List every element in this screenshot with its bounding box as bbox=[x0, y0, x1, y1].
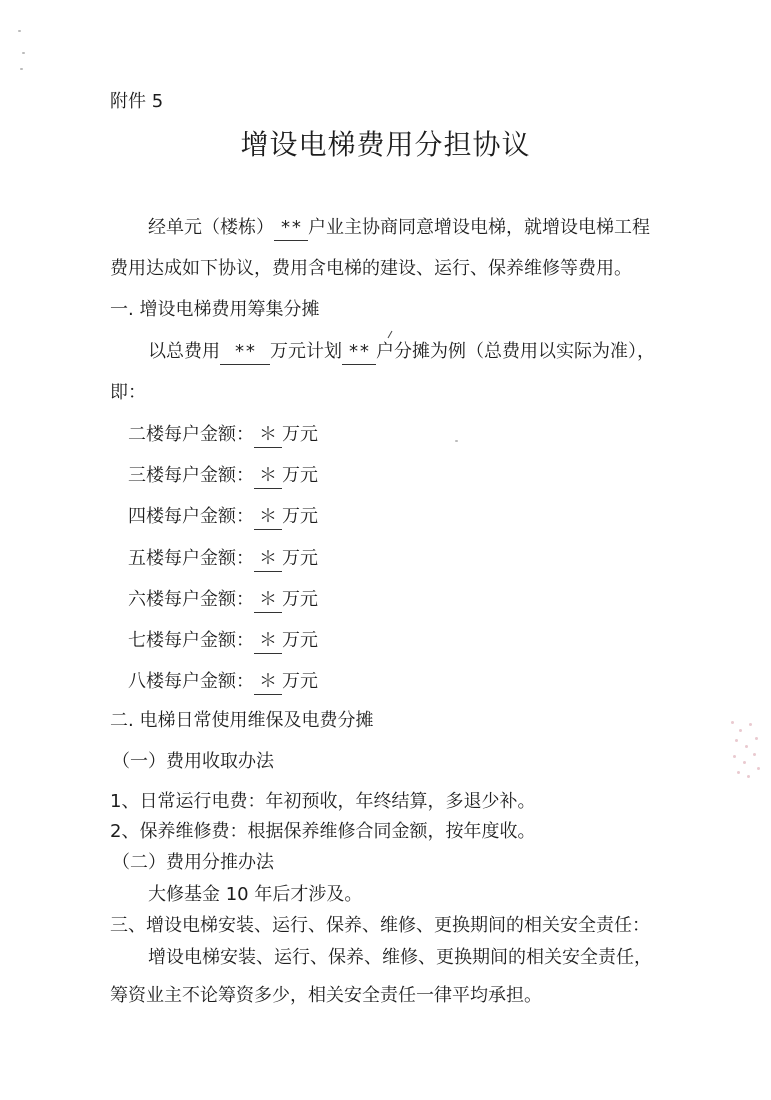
floor-amount-row bbox=[128, 588, 318, 613]
floor-label: 二楼每户金额： bbox=[128, 424, 254, 445]
maintenance-fund-text: 大修基金 10 年后才涉及。 bbox=[148, 884, 363, 905]
total-cost-blank: ** bbox=[220, 340, 270, 365]
attachment-label: 附件 5 bbox=[110, 91, 164, 112]
pen-mark bbox=[388, 331, 393, 338]
floor-label: 六楼每户金额： bbox=[128, 589, 254, 610]
section1-heading: 一. 增设电梯费用筹集分摊 bbox=[110, 299, 320, 320]
floor-amount-row bbox=[128, 464, 318, 489]
intro-text-end: 户业主协商同意增设电梯，就增设电梯工程 bbox=[308, 217, 650, 238]
section2-sub2: （二）费用分推办法 bbox=[112, 852, 274, 873]
section2-sub1: （一）费用收取办法 bbox=[112, 751, 274, 772]
floor-amount-blank: ＊ bbox=[254, 670, 282, 695]
floor-unit: 万元 bbox=[282, 589, 318, 610]
floor-label: 三楼每户金额： bbox=[128, 465, 254, 486]
floor-unit: 万元 bbox=[282, 506, 318, 527]
section2-item1: 1、日常运行电费：年初预收，年终结算，多退少补。 bbox=[110, 791, 536, 812]
floor-label: 五楼每户金额： bbox=[128, 548, 254, 569]
floor-amount-row bbox=[128, 670, 318, 695]
floor-unit: 万元 bbox=[282, 465, 318, 486]
scan-speck bbox=[20, 68, 23, 70]
intro-text-start: 经单元（楼栋） bbox=[148, 217, 274, 238]
floor-amount-row bbox=[128, 423, 318, 448]
total-prefix: 以总费用 bbox=[148, 341, 220, 362]
total-mid: 万元计划 bbox=[270, 341, 342, 362]
floor-unit: 万元 bbox=[282, 424, 318, 445]
floor-unit: 万元 bbox=[282, 630, 318, 651]
scan-speck bbox=[455, 440, 458, 442]
floor-unit: 万元 bbox=[282, 671, 318, 692]
floor-label: 八楼每户金额： bbox=[128, 671, 254, 692]
section3-body-line1: 增设电梯安装、运行、保养、维修、更换期间的相关安全责任， bbox=[148, 947, 652, 968]
floor-amount-blank: ＊ bbox=[254, 588, 282, 613]
floor-unit: 万元 bbox=[282, 548, 318, 569]
floor-label: 四楼每户金额： bbox=[128, 506, 254, 527]
floor-amount-blank: ＊ bbox=[254, 547, 282, 572]
section3-heading: 三、增设电梯安装、运行、保养、维修、更换期间的相关安全责任： bbox=[110, 915, 650, 936]
floor-amount-row bbox=[128, 629, 318, 654]
floor-amount-row bbox=[128, 547, 318, 572]
floor-label: 七楼每户金额： bbox=[128, 630, 254, 651]
faint-stamp-mark bbox=[727, 715, 767, 785]
floor-amount-blank: ＊ bbox=[254, 464, 282, 489]
document-title: 增设电梯费用分担协议 bbox=[240, 128, 531, 161]
section2-item2: 2、保养维修费：根据保养维修合同金额，按年度收。 bbox=[110, 821, 536, 842]
intro-line-1 bbox=[148, 216, 650, 241]
ji-label: 即： bbox=[110, 382, 146, 403]
floor-amount-blank: ＊ bbox=[254, 629, 282, 654]
intro-line-2: 费用达成如下协议，费用含电梯的建设、运行、保养维修等费用。 bbox=[110, 258, 632, 279]
floor-amount-blank: ＊ bbox=[254, 505, 282, 530]
floor-amount-blank: ＊ bbox=[254, 423, 282, 448]
unit-blank: ** bbox=[274, 216, 308, 241]
households-blank: ** bbox=[342, 340, 376, 365]
section3-body-line2: 筹资业主不论筹资多少，相关安全责任一律平均承担。 bbox=[110, 985, 542, 1006]
floor-amount-row bbox=[128, 505, 318, 530]
total-suffix: 户分摊为例（总费用以实际为准）， bbox=[376, 341, 655, 362]
scan-speck bbox=[22, 52, 25, 54]
total-cost-line bbox=[148, 340, 655, 365]
section2-heading: 二. 电梯日常使用维保及电费分摊 bbox=[110, 710, 374, 731]
scan-speck bbox=[18, 30, 21, 32]
